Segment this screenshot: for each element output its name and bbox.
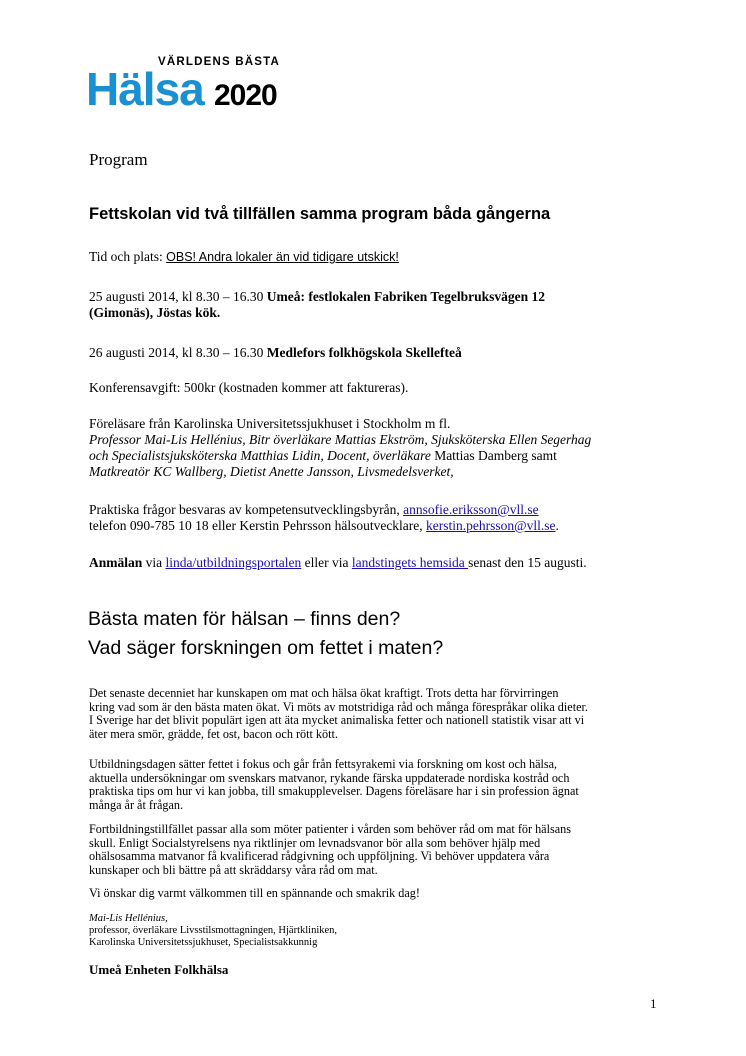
event-1-place: Umeå: festlokalen Fabriken Tegelbruksvägen 12 [266, 289, 546, 304]
time-place-line [89, 249, 399, 265]
paragraph-line: kunskaper och bli bättre på att skräddarsy våra råd om mat. [89, 862, 378, 877]
time-place-note: OBS! Andra lokaler än vid tidigare utskick! [166, 250, 399, 264]
logo [86, 54, 296, 110]
paragraph-2 [89, 758, 579, 812]
paragraph-line: I Sverige har det blivit populärt igen att äta mycket animaliska fetter och nationell statistik visar att vi [89, 713, 585, 728]
signup-label: Anmälan [89, 555, 143, 570]
section-heading-line-2: Vad säger forskningen om fettet i maten? [88, 637, 444, 659]
paragraph-1 [89, 687, 588, 741]
email-link-annsofie[interactable]: annsofie.eriksson@vll.se [403, 502, 539, 517]
paragraph-line: Utbildningsdagen sätter fettet i fokus och går från fettsyrakemi via forskning om kost och hälsa, [89, 757, 558, 771]
paragraph-line: Det senaste decenniet har kunskapen om mat och hälsa ökat kraftigt. Trots detta har förvirringen [89, 686, 559, 700]
utbildningsportalen-link[interactable]: linda/utbildningsportalen [165, 555, 302, 570]
signup-via-1: via [142, 555, 166, 570]
welcome-line: Vi önskar dig varmt välkommen till en spännande och smakrik dag! [89, 886, 420, 900]
event-1-date: 25 augusti 2014, kl 8.30 – 16.30 [89, 289, 267, 304]
event-1 [89, 289, 545, 321]
event-1-place-cont: (Gimonäs), Jöstas kök. [89, 305, 221, 320]
paragraph-line: kring vad som är den bästa maten ökat. Vi möts av motstridiga råd och många förespråkar olika dieter. [89, 699, 588, 714]
paragraph-line: ohälsosamma matvanor få kvalificerad rådgivning och uppföljning. Vi behöver uppdatera våra [89, 849, 550, 864]
conference-fee: Konferensavgift: 500kr (kostnaden kommer att faktureras). [89, 380, 409, 395]
paragraph-3 [89, 823, 571, 877]
paragraph-line: praktiska tips om hur vi kan jobba, till smakupplevelser. Dagens föreläsare har i sin profession ägnat [89, 784, 579, 799]
paragraph-line: Fortbildningstillfället passar alla som möter patienter i vården som behöver råd om mat för hälsans [89, 822, 571, 836]
footer-organization: Umeå Enheten Folkhälsa [89, 962, 229, 977]
event-2 [89, 345, 462, 361]
section-heading-line-1: Bästa maten för hälsan – finns den? [88, 608, 401, 630]
section-heading [88, 605, 443, 663]
landstinget-link[interactable]: landstingets hemsida [351, 555, 469, 570]
email-link-kerstin[interactable]: kerstin.pehrsson@vll.se [426, 518, 556, 533]
time-place-label: Tid och plats: [89, 249, 167, 264]
paragraph-line: aktuella undersökningar om svenskars matvanor, rykande färska uppdaterade nordiska kostråd och [89, 770, 570, 785]
logo-mark [86, 54, 296, 110]
paragraph-line: många år åt frågan. [89, 797, 184, 812]
lecturers-line-2: och Specialistsjuksköterska Matthias Lidin, Docent, överläkare [89, 448, 431, 463]
lecturers-line-1: Professor Mai-Lis Hellénius, Bitr överläkare Mattias Ekström, Sjuksköterska Ellen Segerhag [89, 432, 592, 447]
lecturers-intro: Föreläsare från Karolinska Universitetssjukhuset i Stockholm m fl. [89, 416, 451, 431]
paragraph-line: äter mera smör, grädde, fet ost, bacon och rött kött. [89, 726, 338, 741]
signature-affiliation: Karolinska Universitetssjukhuset, Specialistsakkunnig [89, 937, 318, 948]
lecturers [89, 416, 591, 480]
contact-line-1: Praktiska frågor besvaras av kompetensutvecklingsbyrån, [89, 502, 404, 517]
contact-line-2-end: . [555, 518, 559, 533]
event-2-date: 26 augusti 2014, kl 8.30 – 16.30 [89, 345, 267, 360]
logo-word: Hälsa [86, 63, 204, 110]
logo-year: 2020 [214, 79, 277, 110]
lecturers-line-2-plain: Mattias Damberg samt [430, 448, 557, 463]
contact-line-2: telefon 090-785 10 18 eller Kerstin Pehrsson hälsoutvecklare, [89, 518, 427, 533]
page-number: 1 [650, 996, 657, 1011]
signature [89, 913, 337, 949]
signup-deadline: senast den 15 augusti. [468, 555, 587, 570]
signup [89, 555, 587, 571]
page-heading: Program [89, 150, 148, 169]
lecturers-line-3: Matkreatör KC Wallberg, Dietist Anette Jansson, Livsmedelsverket, [89, 464, 454, 479]
paragraph-line: skull. Enligt Socialstyrelsens nya riktlinjer om levnadsvanor bör alla som behöver hjälp med [89, 835, 541, 850]
signature-title: professor, överläkare Livsstilsmottagningen, Hjärtkliniken, [89, 925, 338, 936]
signup-via-2: eller via [301, 555, 352, 570]
event-2-place: Medlefors folkhögskola Skellefteå [266, 345, 462, 360]
contact [89, 502, 559, 534]
program-title: Fettskolan vid två tillfällen samma program båda gångerna [89, 205, 551, 223]
logo-top-text: VÄRLDENS BÄSTA [158, 56, 281, 68]
signature-name: Mai-Lis Hellénius, [89, 913, 168, 924]
